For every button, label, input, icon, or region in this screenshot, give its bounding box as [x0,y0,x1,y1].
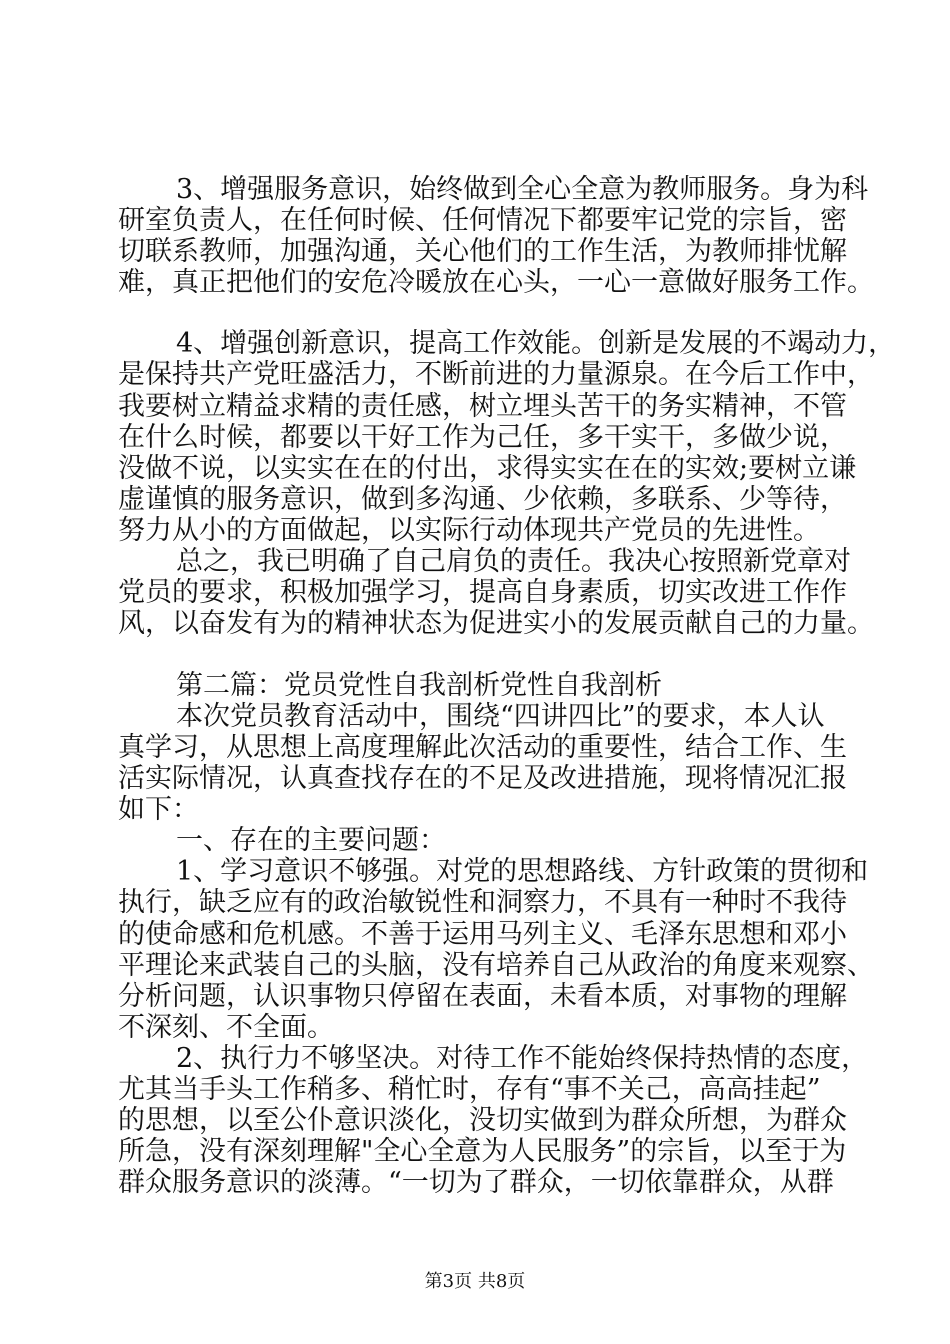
text-line: 没做不说，以实实在在的付出，求得实实在在的实效;要树立谦 [118,453,857,484]
text-line: 3、增强服务意识，始终做到全心全意为教师服务。身为科 [176,174,869,205]
text-line: 所急，没有深刻理解"全心全意为人民服务”的宗旨，以至于为 [118,1136,847,1167]
text-line: 尤其当手头工作稍多、稍忙时，存有“事不关己，高高挂起” [118,1074,821,1105]
text-line: 我要树立精益求精的责任感，树立埋头苦干的务实精神，不管 [118,391,847,422]
text-line: 平理论来武装自己的头脑，没有培养自己从政治的角度来观察、 [118,950,874,981]
text-line: 党员的要求，积极加强学习，提高自身素质，切实改进工作作 [118,577,847,608]
text-line: 风，以奋发有为的精神状态为促进实小的发展贡献自己的力量。 [118,608,874,639]
text-line: 虚谨慎的服务意识，做到多沟通、少依赖，多联系、少等待， [118,484,847,515]
text-line: 4、增强创新意识，提高工作效能。创新是发展的不竭动力， [176,328,896,359]
text-line: 2、执行力不够坚决。对待工作不能始终保持热情的态度， [176,1043,869,1074]
text-line: 难，真正把他们的安危冷暖放在心头，一心一意做好服务工作。 [118,267,874,298]
text-line: 1、学习意识不够强。对党的思想路线、方针政策的贯彻和 [176,856,869,887]
text-line: 如下： [118,794,199,825]
text-line: 研室负责人，在任何时候、任何情况下都要牢记党的宗旨，密 [118,205,847,236]
section-heading: 第二篇：党员党性自我剖析党性自我剖析 [176,670,662,701]
text-line: 一、存在的主要问题： [176,825,446,856]
text-line: 努力从小的方面做起，以实际行动体现共产党员的先进性。 [118,515,820,546]
text-line: 不深刻、不全面。 [118,1012,334,1043]
text-line: 本次党员教育活动中，围绕“四讲四比”的要求，本人认 [176,701,825,732]
text-line: 执行，缺乏应有的政治敏锐性和洞察力，不具有一种时不我待 [118,887,847,918]
text-line: 活实际情况，认真查找存在的不足及改进措施，现将情况汇报 [118,763,847,794]
text-line: 是保持共产党旺盛活力，不断前进的力量源泉。在今后工作中， [118,359,874,390]
text-line: 群众服务意识的淡薄。“一切为了群众，一切依靠群众，从群 [118,1167,834,1198]
text-line: 的思想，以至公仆意识淡化，没切实做到为群众所想，为群众 [118,1105,847,1136]
text-line: 在什么时候，都要以干好工作为己任，多干实干，多做少说， [118,422,847,453]
text-line: 分析问题，认识事物只停留在表面，未看本质，对事物的理解 [118,981,847,1012]
page-number: 第3页 共8页 [424,1271,526,1292]
text-line: 切联系教师，加强沟通，关心他们的工作生活，为教师排忧解 [118,236,847,267]
text-line: 真学习，从思想上高度理解此次活动的重要性，结合工作、生 [118,732,847,763]
text-line: 总之，我已明确了自己肩负的责任。我决心按照新党章对 [176,546,851,577]
text-line: 的使命感和危机感。不善于运用马列主义、毛泽东思想和邓小 [118,919,847,950]
